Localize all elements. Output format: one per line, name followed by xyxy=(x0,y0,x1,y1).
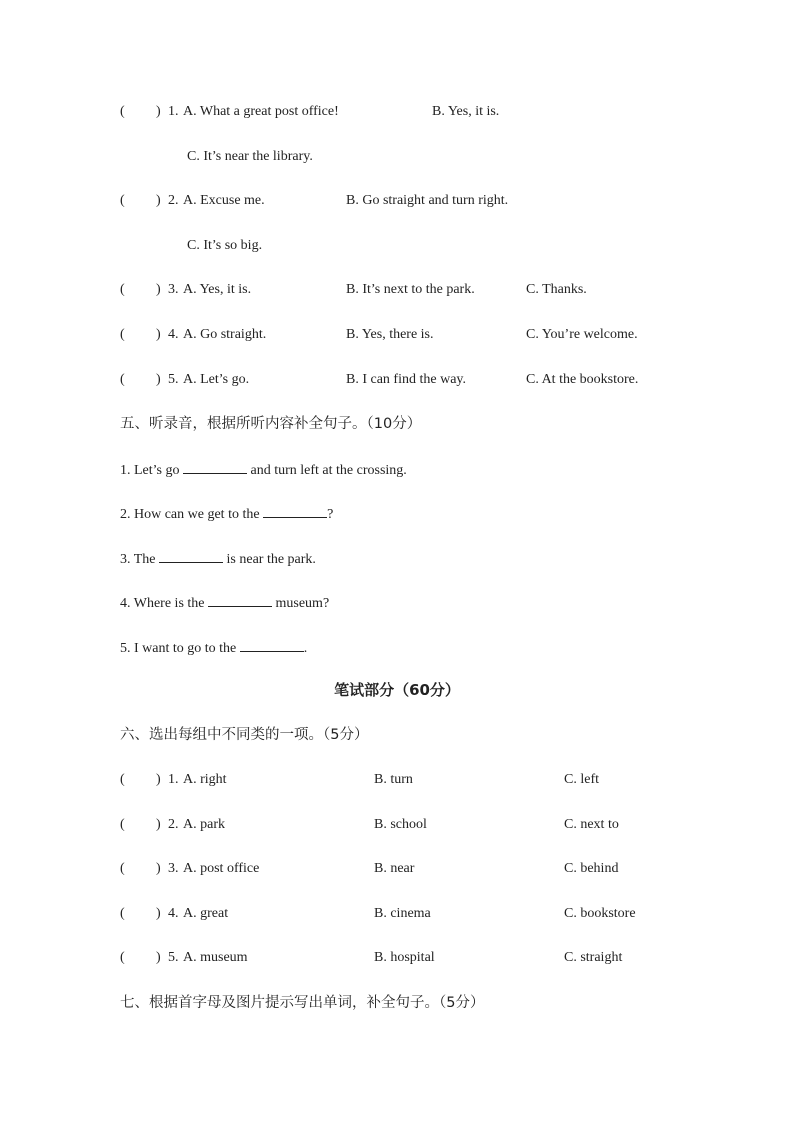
answer-paren-close: ) xyxy=(156,772,161,787)
answer-paren-open: ( xyxy=(120,104,125,119)
option-b: B. Yes, it is. xyxy=(432,104,500,119)
option-a: A. Let’s go. xyxy=(183,372,250,387)
answer-paren-close: ) xyxy=(156,282,161,297)
section-7-heading: 七、根据首字母及图片提示写出单词，补全句子。（5分） xyxy=(120,995,485,1011)
answer-blank[interactable] xyxy=(240,637,304,652)
question-number: 4. xyxy=(168,906,179,921)
sentence-end: . xyxy=(303,641,308,656)
sentence-end: is near the park. xyxy=(226,552,316,567)
fill-blank-item-4 xyxy=(120,592,329,612)
question-number: 1. xyxy=(168,104,179,119)
question-number: 5. xyxy=(168,372,179,387)
option-b: B. It’s next to the park. xyxy=(346,282,475,297)
sentence-start: 4. Where is the xyxy=(120,596,205,611)
sentence-start: 5. I want to go to the xyxy=(120,641,237,656)
option-a: A. right xyxy=(183,772,227,787)
option-a: A. park xyxy=(183,817,225,832)
sentence-end: ? xyxy=(327,507,334,522)
answer-paren-close: ) xyxy=(156,104,161,119)
option-c: C. You’re welcome. xyxy=(526,327,638,342)
option-c: C. Thanks. xyxy=(526,282,587,297)
option-a: A. great xyxy=(183,906,229,921)
answer-paren-open: ( xyxy=(120,282,125,297)
answer-paren-open: ( xyxy=(120,327,125,342)
answer-paren-open: ( xyxy=(120,193,125,208)
option-b: B. cinema xyxy=(374,906,431,921)
option-c: C. It’s near the library. xyxy=(187,149,313,164)
option-a: A. Excuse me. xyxy=(183,193,265,208)
option-b: B. Go straight and turn right. xyxy=(346,193,509,208)
sentence-start: 3. The xyxy=(120,552,156,567)
question-number: 2. xyxy=(168,193,179,208)
answer-paren-open: ( xyxy=(120,861,125,876)
answer-paren-close: ) xyxy=(156,193,161,208)
answer-paren-close: ) xyxy=(156,372,161,387)
sentence-end: and turn left at the crossing. xyxy=(250,463,407,478)
answer-paren-close: ) xyxy=(156,950,161,965)
option-b: B. near xyxy=(374,861,415,876)
question-number: 3. xyxy=(168,282,179,297)
fill-blank-item-3 xyxy=(120,548,316,568)
option-a: A. museum xyxy=(183,950,248,965)
sentence-start: 2. How can we get to the xyxy=(120,507,260,522)
answer-blank[interactable] xyxy=(263,503,327,518)
fill-blank-item-2 xyxy=(120,503,333,523)
option-c: C. bookstore xyxy=(564,906,636,921)
question-number: 3. xyxy=(168,861,179,876)
option-a: A. Go straight. xyxy=(183,327,267,342)
sentence-start: 1. Let’s go xyxy=(120,463,180,478)
sentence-end: museum? xyxy=(275,596,330,611)
answer-paren-open: ( xyxy=(120,372,125,387)
option-c: C. It’s so big. xyxy=(187,238,263,253)
option-c: C. next to xyxy=(564,817,619,832)
option-c: C. behind xyxy=(564,861,619,876)
option-c: C. left xyxy=(564,772,599,787)
answer-paren-close: ) xyxy=(156,906,161,921)
option-c: C. straight xyxy=(564,950,623,965)
listening-question-2-option-c xyxy=(187,236,262,256)
option-a: A. What a great post office! xyxy=(183,104,339,119)
question-number: 1. xyxy=(168,772,179,787)
answer-blank[interactable] xyxy=(208,592,272,607)
answer-paren-open: ( xyxy=(120,817,125,832)
section-6-heading: 六、选出每组中不同类的一项。（5分） xyxy=(120,727,369,743)
question-number: 4. xyxy=(168,327,179,342)
option-b: B. school xyxy=(374,817,427,832)
answer-paren-close: ) xyxy=(156,327,161,342)
option-b: B. I can find the way. xyxy=(346,372,466,387)
fill-blank-item-5 xyxy=(120,637,307,657)
answer-paren-open: ( xyxy=(120,772,125,787)
listening-question-1-option-c xyxy=(187,147,313,167)
option-a: A. Yes, it is. xyxy=(183,282,252,297)
answer-paren-close: ) xyxy=(156,861,161,876)
answer-blank[interactable] xyxy=(159,548,223,563)
option-b: B. Yes, there is. xyxy=(346,327,434,342)
option-c: C. At the bookstore. xyxy=(526,372,639,387)
answer-paren-open: ( xyxy=(120,950,125,965)
option-a: A. post office xyxy=(183,861,260,876)
question-number: 5. xyxy=(168,950,179,965)
option-b: B. hospital xyxy=(374,950,435,965)
answer-paren-open: ( xyxy=(120,906,125,921)
answer-blank[interactable] xyxy=(183,459,247,474)
written-section-title: 笔试部分（60分） xyxy=(334,681,460,699)
answer-paren-close: ) xyxy=(156,817,161,832)
fill-blank-item-1 xyxy=(120,459,407,479)
option-b: B. turn xyxy=(374,772,413,787)
question-number: 2. xyxy=(168,817,179,832)
section-5-heading: 五、听录音，根据所听内容补全句子。（10分） xyxy=(120,416,422,432)
